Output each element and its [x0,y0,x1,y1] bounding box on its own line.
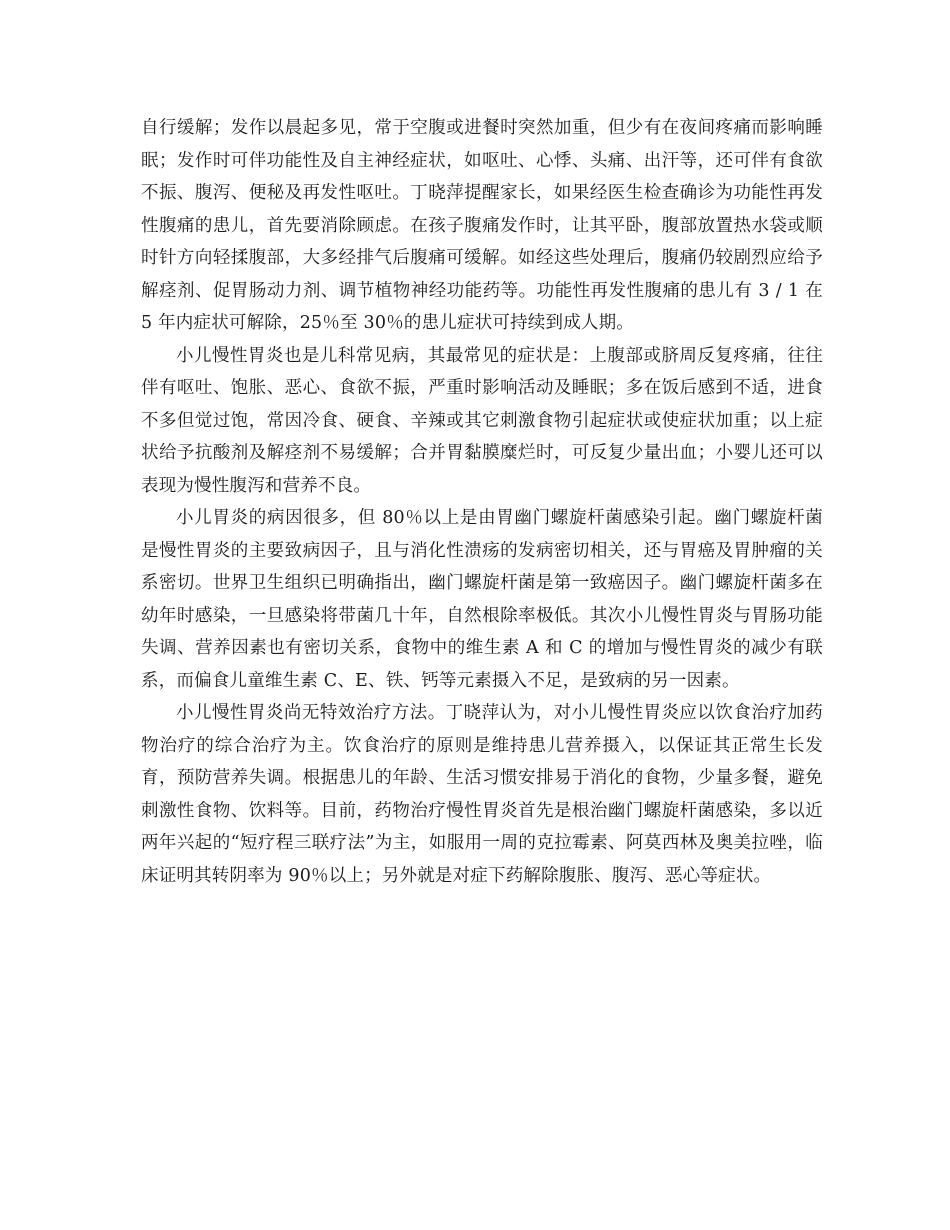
paragraph-gastritis-treatment: 小儿慢性胃炎尚无特效治疗方法。丁晓萍认为，对小儿慢性胃炎应以饮食治疗加药物治疗的综合治疗为主。饮食治疗的原则是维持患儿营养摄入，以保证其正常生长发育，预防营养失调。根据患儿的年龄、生活习惯安排易于消化的食物，少量多餐，避免刺激性食物、饮料等。目前，药物治疗慢性胃炎首先是根治幽门螺旋杆菌感染，多以近两年兴起的“短疗程三联疗法”为主，如服用一周的克拉霉素、阿莫西林及奥美拉唑，临床证明其转阴率为 90％以上；另外就是对症下药解除腹胀、腹泻、恶心等症状。 [141,703,823,886]
paragraph-chronic-gastritis-symptoms: 小儿慢性胃炎也是儿科常见病，其最常见的症状是：上腹部或脐周反复疼痛，往往伴有呕吐、饱胀、恶心、食欲不振，严重时影响活动及睡眠；多在饭后感到不适，进食不多但觉过饱，常因冷食、硬食、辛辣或其它刺激食物引起症状或使症状加重；以上症状给予抗酸剂及解痉剂不易缓解；合并胃黏膜糜烂时，可反复少量出血；小婴儿还可以表现为慢性腹泻和营养不良。 [141,345,823,496]
document-body [141,112,823,892]
paragraph-gastritis-causes: 小儿胃炎的病因很多，但 80％以上是由胃幽门螺旋杆菌感染引起。幽门螺旋杆菌是慢性胃炎的主要致病因子，且与消化性溃疡的发病密切相关，还与胃癌及胃肿瘤的关系密切。世界卫生组织已明确指出，幽门螺旋杆菌是第一致癌因子。幽门螺旋杆菌多在幼年时感染，一旦感染将带菌几十年，自然根除率极低。其次小儿慢性胃炎与胃肠功能失调、营养因素也有密切关系，食物中的维生素 A 和 C 的增加与慢性胃炎的减少有联系，而偏食儿童维生素 C、E、铁、钙等元素摄入不足，是致病的另一因素。 [141,508,823,691]
paragraph-continuation: 自行缓解；发作以晨起多见，常于空腹或进餐时突然加重，但少有在夜间疼痛而影响睡眠；发作时可伴功能性及自主神经症状，如呕吐、心悸、头痛、出汗等，还可伴有食欲不振、腹泻、便秘及再发性呕吐。丁晓萍提醒家长，如果经医生检查确诊为功能性再发性腹痛的患儿，首先要消除顾虑。在孩子腹痛发作时，让其平卧，腹部放置热水袋或顺时针方向轻揉腹部，大多经排气后腹痛可缓解。如经这些处理后，腹痛仍较剧烈应给予解痉剂、促胃肠动力剂、调节植物神经功能药等。功能性再发性腹痛的患儿有 3 / 1 在 5 年内症状可解除，25％至 30％的患儿症状可持续到成人期。 [141,118,823,333]
